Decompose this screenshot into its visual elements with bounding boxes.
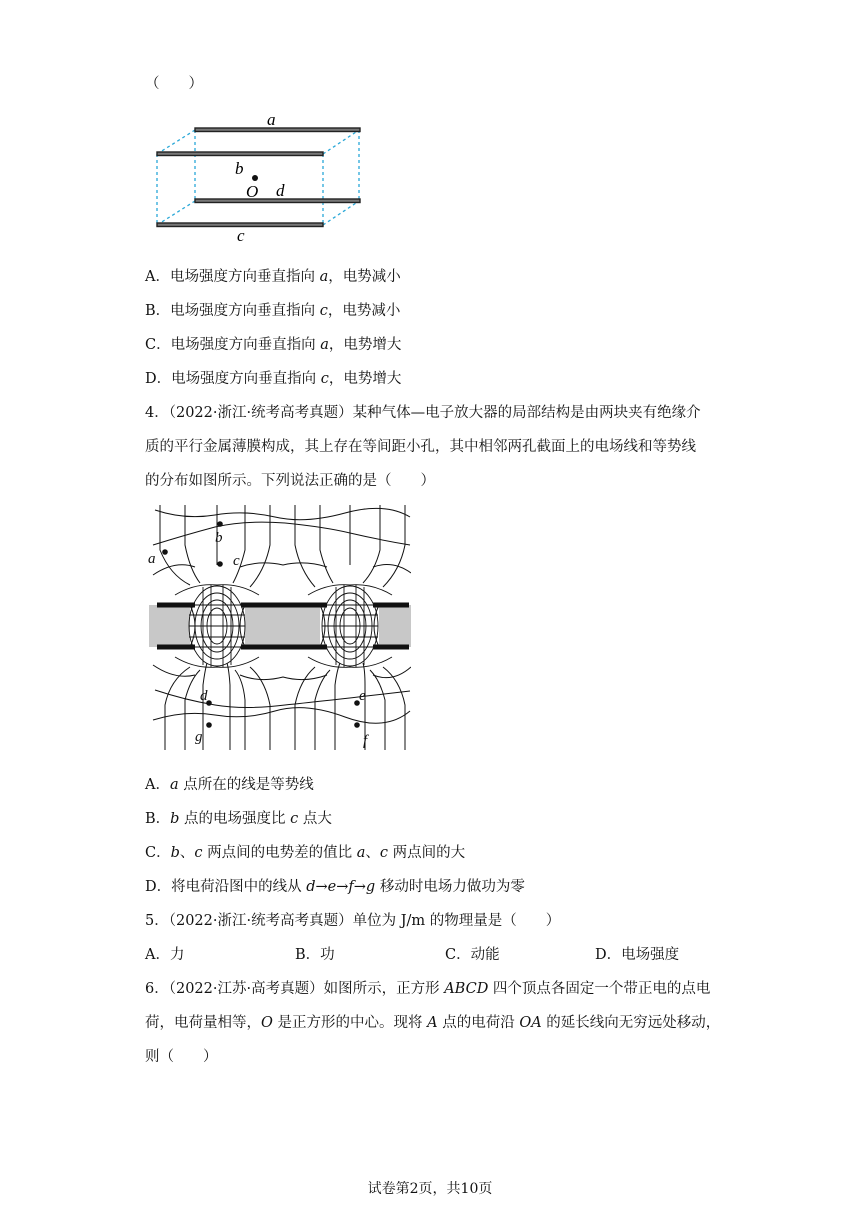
insulator-right [379, 605, 415, 647]
answer-paren: （ ） [145, 76, 203, 92]
figure-field-lines [145, 505, 415, 750]
figure-rods-box [145, 108, 375, 248]
q3-option-c[interactable]: C．电场强度方向垂直指向 a，电势增大 [145, 337, 402, 353]
q5-option-d[interactable]: D．电场强度 [595, 947, 680, 963]
q4-option-b[interactable]: B．b 点的电场强度比 c 点大 [145, 811, 332, 827]
insulator-mid [245, 605, 320, 647]
point-a [162, 549, 168, 555]
q6-stem-line3: 则（ ） [145, 1049, 218, 1065]
q4-stem-line2: 质的平行金属薄膜构成，其上存在等间距小孔，其中相邻两孔截面上的电场线和等势线 [145, 439, 696, 455]
q4-option-a[interactable]: A．a 点所在的线是等势线 [145, 777, 314, 793]
q4-option-c[interactable]: C．b、c 两点间的电势差的值比 a、c 两点间的大 [145, 845, 466, 861]
q3-option-b[interactable]: B．电场强度方向垂直指向 c，电势减小 [145, 303, 401, 319]
page-footer: 试卷第2页，共10页 [367, 1181, 493, 1197]
point-g [206, 722, 212, 728]
point-O [252, 175, 258, 181]
label-O: O [246, 182, 259, 201]
label-a2: a [148, 551, 156, 567]
label-b: b [235, 159, 244, 178]
q3-option-d[interactable]: D．电场强度方向垂直指向 c，电势增大 [145, 371, 402, 387]
label-c2: c [233, 553, 240, 569]
q3-option-a[interactable]: A．电场强度方向垂直指向 a，电势减小 [145, 269, 401, 285]
point-b [217, 521, 223, 527]
label-b2: b [215, 530, 223, 546]
q4-stem-line3: 的分布如图所示。下列说法正确的是（ ） [145, 473, 435, 489]
q6-stem-line1: 6．（2022·江苏·高考真题）如图所示，正方形 ABCD 四个顶点各固定一个带正电的点电 [145, 981, 711, 997]
q4-option-d[interactable]: D．将电荷沿图中的线从 d→e→f→g 移动时电场力做功为零 [145, 879, 525, 895]
rod-a [195, 128, 360, 132]
label-d: d [276, 181, 285, 200]
q5-option-a[interactable]: A．力 [145, 947, 185, 963]
q5-stem: 5．（2022·浙江·统考高考真题）单位为 J/m 的物理量是（ ） [145, 913, 561, 929]
label-e2: e [359, 688, 366, 704]
q5-option-c[interactable]: C．动能 [445, 947, 500, 963]
q5-option-b[interactable]: B．功 [295, 947, 335, 963]
point-f [354, 722, 360, 728]
q4-stem-line1: 4．（2022·浙江·统考高考真题）某种气体—电子放大器的局部结构是由两块夹有绝缘介 [145, 405, 701, 421]
insulator-left [145, 605, 190, 647]
label-a: a [267, 110, 276, 129]
rod-b [157, 152, 323, 156]
label-g2: g [195, 729, 203, 745]
point-c [217, 561, 223, 567]
label-d2: d [200, 688, 208, 704]
q6-stem-line2: 荷，电荷量相等，O 是正方形的中心。现将 A 点的电荷沿 OA 的延长线向无穷远处移动， [145, 1015, 721, 1031]
label-c: c [237, 226, 245, 245]
label-f2: f [363, 733, 368, 749]
